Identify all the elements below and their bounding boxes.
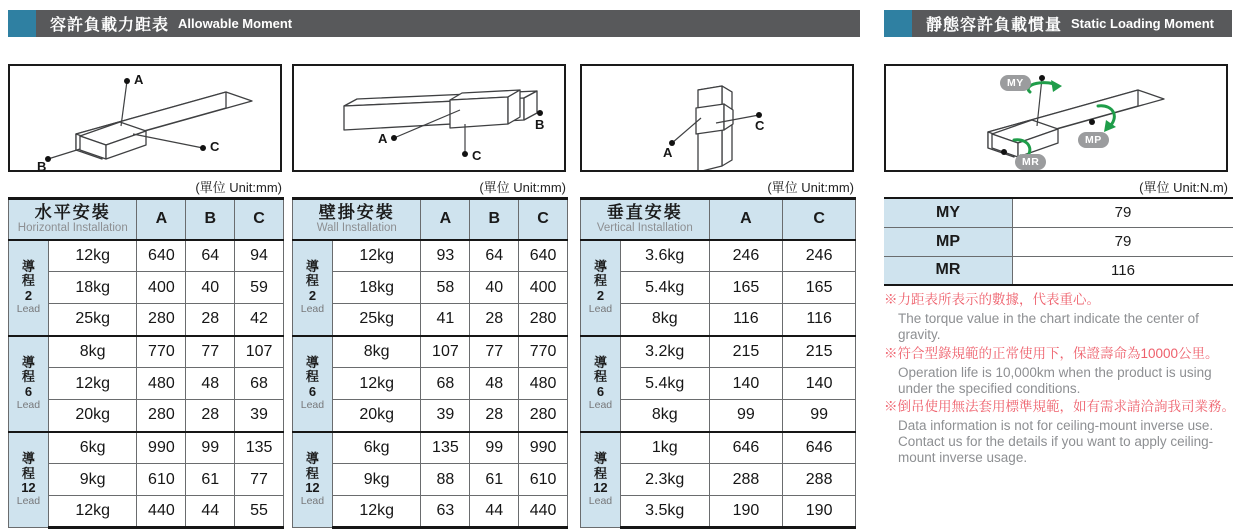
column-header-c: C <box>235 199 284 240</box>
lead-label-zh: 導 <box>21 258 35 274</box>
installation-title-zh: 壁掛安裝 <box>318 203 395 222</box>
table-row <box>9 336 284 368</box>
installation-title-zh: 水平安裝 <box>34 203 111 222</box>
value-cell: 135 <box>421 432 470 464</box>
load-cell: 8kg <box>620 400 709 432</box>
point-c-label: C <box>472 148 482 163</box>
installation-title-cell <box>9 199 137 240</box>
value-cell: 99 <box>783 400 856 432</box>
my-moment-badge: MY <box>1000 75 1031 91</box>
value-cell: 640 <box>519 240 568 272</box>
point-b-label: B <box>37 159 47 174</box>
lead-group-cell <box>293 336 333 432</box>
value-cell: 640 <box>137 240 186 272</box>
value-cell: 480 <box>137 368 186 400</box>
value-cell: 59 <box>235 272 284 304</box>
value-cell: 770 <box>519 336 568 368</box>
value-cell: 646 <box>783 432 856 464</box>
value-cell: 64 <box>186 240 235 272</box>
table-row <box>293 496 568 528</box>
value-cell: 990 <box>137 432 186 464</box>
table-row <box>581 464 856 496</box>
table-row <box>581 272 856 304</box>
wall-mount-diagram <box>292 64 566 172</box>
value-cell: 288 <box>783 464 856 496</box>
value-cell: 39 <box>235 400 284 432</box>
column-header-c: C <box>783 199 856 240</box>
lead-label-en: Lead <box>588 494 613 507</box>
value-cell: 55 <box>235 496 284 528</box>
note-1-zh: ※力距表所表示的數據，代表重心。 <box>884 292 1100 307</box>
lead-group-cell <box>581 336 621 432</box>
column-header-b: B <box>186 199 235 240</box>
moment-mp-label: MP <box>884 227 1013 256</box>
table-row <box>9 464 284 496</box>
value-cell: 40 <box>186 272 235 304</box>
static-loading-title-en: Static Loading Moment <box>1071 16 1215 31</box>
load-cell: 5.4kg <box>620 272 709 304</box>
static-moment-table <box>884 197 1233 286</box>
value-cell: 135 <box>235 432 284 464</box>
load-cell: 8kg <box>620 304 709 336</box>
value-cell: 99 <box>709 400 783 432</box>
value-cell: 61 <box>470 464 519 496</box>
lead-group-cell <box>293 432 333 528</box>
load-cell: 2.3kg <box>620 464 709 496</box>
column-header-a: A <box>137 199 186 240</box>
point-c-label: C <box>755 118 765 133</box>
lead-label-en: Lead <box>300 302 325 315</box>
value-cell: 39 <box>421 400 470 432</box>
table-row <box>293 464 568 496</box>
value-cell: 61 <box>186 464 235 496</box>
lead-label-zh: 程 <box>21 369 35 385</box>
table-row <box>581 336 856 368</box>
lead-number: 2 <box>596 287 605 303</box>
lead-label-en: Lead <box>16 494 41 507</box>
column-header-c: C <box>519 199 568 240</box>
value-cell: 280 <box>137 304 186 336</box>
static-moment-diagram <box>884 64 1228 172</box>
load-cell: 9kg <box>48 464 137 496</box>
allowable-moment-title-en: Allowable Moment <box>178 16 293 31</box>
load-cell: 12kg <box>48 496 137 528</box>
unit-caption: (單位 Unit:mm) <box>195 180 282 195</box>
value-cell: 68 <box>421 368 470 400</box>
moment-my-value: 79 <box>1013 198 1234 227</box>
value-cell: 28 <box>186 400 235 432</box>
static-loading-title-zh: 靜態容許負載慣量 <box>926 17 1063 34</box>
lead-label-en: Lead <box>16 302 41 315</box>
lead-group-cell <box>581 432 621 528</box>
lead-label-en: Lead <box>588 302 613 315</box>
lead-label-zh: 程 <box>21 465 35 481</box>
value-cell: 990 <box>519 432 568 464</box>
actuator-side-icon <box>294 66 564 170</box>
moment-mp-value: 79 <box>1013 227 1234 256</box>
value-cell: 140 <box>709 368 783 400</box>
value-cell: 280 <box>519 304 568 336</box>
load-cell: 3.5kg <box>620 496 709 528</box>
value-cell: 480 <box>519 368 568 400</box>
table-row <box>293 432 568 464</box>
value-cell: 280 <box>519 400 568 432</box>
table-row <box>581 400 856 432</box>
lead-number: 2 <box>308 287 317 303</box>
load-cell: 8kg <box>48 336 137 368</box>
table-row <box>293 368 568 400</box>
unit-caption: (單位 Unit:mm) <box>767 180 854 195</box>
value-cell: 215 <box>709 336 783 368</box>
lead-number: 12 <box>593 480 608 496</box>
installation-title-en: Wall Installation <box>316 221 397 234</box>
lead-group-cell <box>293 240 333 336</box>
table-row <box>9 240 284 272</box>
installation-title-en: Vertical Installation <box>596 221 693 234</box>
value-cell: 63 <box>421 496 470 528</box>
value-cell: 400 <box>519 272 568 304</box>
vertical-mount-diagram <box>580 64 854 172</box>
value-cell: 40 <box>470 272 519 304</box>
table-row <box>9 272 284 304</box>
lead-number: 12 <box>305 480 320 496</box>
value-cell: 28 <box>470 400 519 432</box>
table-row <box>884 198 1233 227</box>
load-cell: 12kg <box>48 368 137 400</box>
table-row <box>884 227 1233 256</box>
table-row <box>884 256 1233 285</box>
table-row <box>293 304 568 336</box>
mr-moment-badge: MR <box>1015 154 1046 170</box>
lead-label-zh: 導 <box>305 450 319 466</box>
value-cell: 28 <box>186 304 235 336</box>
load-cell: 6kg <box>48 432 137 464</box>
value-cell: 58 <box>421 272 470 304</box>
actuator-isometric-icon <box>10 66 280 170</box>
installation-title-en: Horizontal Installation <box>17 221 128 234</box>
value-cell: 41 <box>421 304 470 336</box>
note-1-en: The torque value in the chart indicate the center of gravity. <box>898 310 1199 342</box>
installation-title-cell <box>293 199 421 240</box>
column-header-b: B <box>470 199 519 240</box>
value-cell: 190 <box>783 496 856 528</box>
value-cell: 610 <box>519 464 568 496</box>
load-cell: 9kg <box>332 464 421 496</box>
value-cell: 280 <box>137 400 186 432</box>
table-row <box>9 496 284 528</box>
lead-label-zh: 程 <box>305 273 319 289</box>
load-cell: 12kg <box>48 240 137 272</box>
load-cell: 18kg <box>48 272 137 304</box>
horizontal-mount-diagram <box>8 64 282 172</box>
lead-label-zh: 程 <box>593 465 607 481</box>
load-cell: 5.4kg <box>620 368 709 400</box>
lead-group-cell <box>9 432 49 528</box>
lead-label-zh: 導 <box>305 354 319 370</box>
load-cell: 6kg <box>332 432 421 464</box>
load-cell: 25kg <box>332 304 421 336</box>
lead-label-zh: 導 <box>21 354 35 370</box>
lead-label-zh: 導 <box>593 354 607 370</box>
lead-label-en: Lead <box>16 398 41 411</box>
load-cell: 8kg <box>332 336 421 368</box>
value-cell: 215 <box>783 336 856 368</box>
point-a-label: A <box>378 131 388 146</box>
lead-label-zh: 導 <box>21 450 35 466</box>
column-header-a: A <box>421 199 470 240</box>
footnotes <box>884 289 1236 469</box>
value-cell: 246 <box>709 240 783 272</box>
value-cell: 116 <box>783 304 856 336</box>
value-cell: 190 <box>709 496 783 528</box>
lead-number: 6 <box>24 383 33 399</box>
table-row <box>293 240 568 272</box>
lead-label-zh: 程 <box>21 273 35 289</box>
wall-installation-section <box>292 0 568 532</box>
allowable-moment-title-zh: 容許負載力距表 <box>50 17 170 34</box>
moment-mr-label: MR <box>884 256 1013 285</box>
value-cell: 48 <box>470 368 519 400</box>
value-cell: 107 <box>421 336 470 368</box>
value-cell: 77 <box>470 336 519 368</box>
unit-caption: (單位 Unit:N.m) <box>1139 180 1228 195</box>
moment-my-label: MY <box>884 198 1013 227</box>
value-cell: 28 <box>470 304 519 336</box>
value-cell: 68 <box>235 368 284 400</box>
value-cell: 646 <box>709 432 783 464</box>
lead-label-zh: 導 <box>305 258 319 274</box>
value-cell: 288 <box>709 464 783 496</box>
point-a-label: A <box>663 145 673 160</box>
value-cell: 440 <box>137 496 186 528</box>
note-2-zh: ※符合型錄規範的正常使用下，保證壽命為10000公里。 <box>884 345 1219 361</box>
value-cell: 400 <box>137 272 186 304</box>
lead-label-zh: 程 <box>305 369 319 385</box>
table-row <box>581 368 856 400</box>
load-cell: 3.2kg <box>620 336 709 368</box>
value-cell: 99 <box>186 432 235 464</box>
load-cell: 12kg <box>332 496 421 528</box>
lead-label-zh: 導 <box>593 258 607 274</box>
unit-caption: (單位 Unit:mm) <box>479 180 566 195</box>
value-cell: 44 <box>470 496 519 528</box>
table-header-row <box>9 199 284 240</box>
installation-title-cell <box>581 199 710 240</box>
lead-label-en: Lead <box>300 398 325 411</box>
mp-moment-badge: MP <box>1078 132 1109 148</box>
value-cell: 99 <box>470 432 519 464</box>
note-3-en: Data information is not for ceiling-mount inverse use. Contact us for the details if you want to apply ceiling-mount inverse usage. <box>898 418 1214 466</box>
note-3-zh: ※倒吊使用無法套用標準規範，如有需求請洽詢我司業務。 <box>884 399 1235 415</box>
value-cell: 94 <box>235 240 284 272</box>
point-c-label: C <box>210 139 220 154</box>
table-row <box>9 304 284 336</box>
value-cell: 165 <box>783 272 856 304</box>
lead-label-en: Lead <box>588 398 613 411</box>
load-cell: 18kg <box>332 272 421 304</box>
load-cell: 3.6kg <box>620 240 709 272</box>
point-a-label: A <box>134 72 144 87</box>
value-cell: 107 <box>235 336 284 368</box>
value-cell: 610 <box>137 464 186 496</box>
installation-title-zh: 垂直安裝 <box>606 203 683 222</box>
table-row <box>293 336 568 368</box>
table-row <box>581 304 856 336</box>
value-cell: 246 <box>783 240 856 272</box>
table-header-row <box>293 199 568 240</box>
horizontal-installation-section <box>8 0 284 532</box>
value-cell: 48 <box>186 368 235 400</box>
value-cell: 64 <box>470 240 519 272</box>
lead-group-cell <box>9 240 49 336</box>
value-cell: 88 <box>421 464 470 496</box>
lead-number: 2 <box>24 287 33 303</box>
point-b-label: B <box>535 117 545 132</box>
table-row <box>293 272 568 304</box>
value-cell: 165 <box>709 272 783 304</box>
wall-installation-table <box>292 197 568 529</box>
load-cell: 12kg <box>332 368 421 400</box>
lead-group-cell <box>9 336 49 432</box>
lead-group-cell <box>581 240 621 336</box>
moment-mr-value: 116 <box>1013 256 1234 285</box>
table-row <box>293 400 568 432</box>
table-header-row <box>581 199 856 240</box>
vertical-installation-table <box>580 197 856 529</box>
static-loading-section <box>884 0 1236 532</box>
table-row <box>581 496 856 528</box>
moment-axes-icon <box>886 66 1226 170</box>
lead-label-zh: 導 <box>593 450 607 466</box>
lead-number: 12 <box>21 480 36 496</box>
value-cell: 42 <box>235 304 284 336</box>
lead-label-zh: 程 <box>593 369 607 385</box>
horizontal-installation-table <box>8 197 284 529</box>
lead-label-zh: 程 <box>593 273 607 289</box>
value-cell: 93 <box>421 240 470 272</box>
value-cell: 44 <box>186 496 235 528</box>
load-cell: 12kg <box>332 240 421 272</box>
vertical-installation-section <box>580 0 856 532</box>
table-row <box>9 432 284 464</box>
lead-number: 6 <box>596 383 605 399</box>
lead-label-en: Lead <box>300 494 325 507</box>
load-cell: 20kg <box>48 400 137 432</box>
value-cell: 440 <box>519 496 568 528</box>
value-cell: 140 <box>783 368 856 400</box>
value-cell: 770 <box>137 336 186 368</box>
table-row <box>581 432 856 464</box>
value-cell: 77 <box>235 464 284 496</box>
load-cell: 25kg <box>48 304 137 336</box>
load-cell: 20kg <box>332 400 421 432</box>
table-row <box>581 240 856 272</box>
lead-label-zh: 程 <box>305 465 319 481</box>
column-header-a: A <box>709 199 783 240</box>
note-2-en: Operation life is 10,000km when the product is using under the specified conditions. <box>898 364 1212 396</box>
lead-number: 6 <box>308 383 317 399</box>
value-cell: 116 <box>709 304 783 336</box>
load-cell: 1kg <box>620 432 709 464</box>
value-cell: 77 <box>186 336 235 368</box>
table-row <box>9 368 284 400</box>
actuator-vertical-icon <box>582 66 852 170</box>
table-row <box>9 400 284 432</box>
